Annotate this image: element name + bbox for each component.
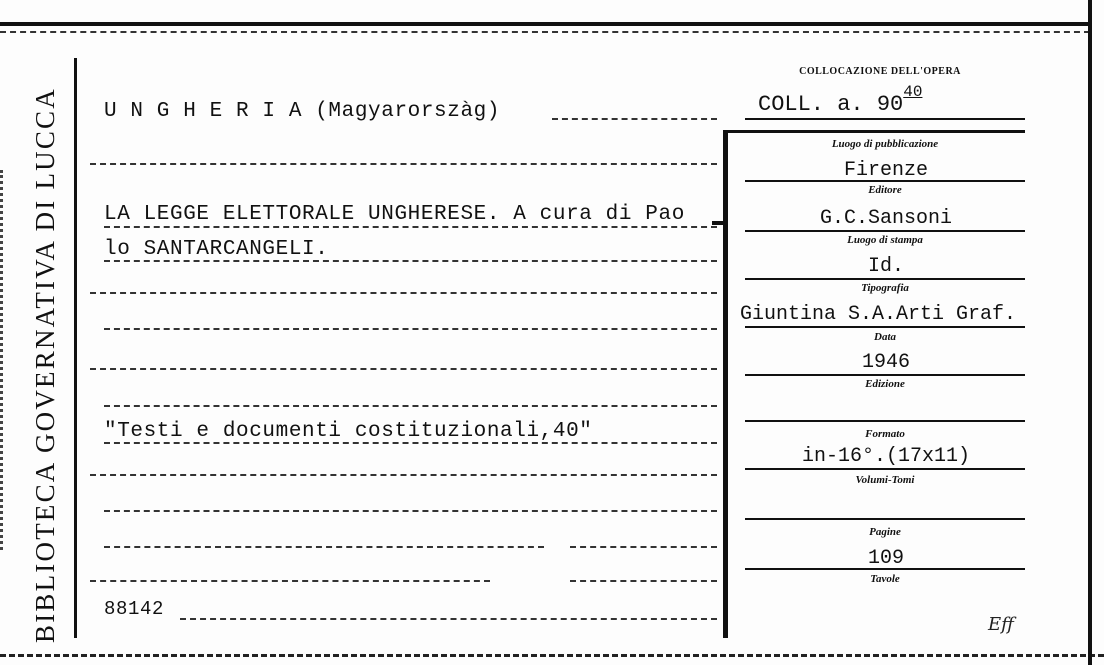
editore-value: G.C.Sansoni <box>819 207 953 230</box>
field-rule <box>745 326 1025 328</box>
blank-rule <box>104 546 544 548</box>
field-rule <box>745 568 1025 570</box>
subject-heading: U N G H E R I A (Magyarorszàg) <box>104 100 501 123</box>
collocation-shelfmark: COLL. a. 90 <box>758 92 904 117</box>
column-tick-mark <box>712 221 728 225</box>
blank-rule <box>104 328 717 330</box>
blank-rule <box>90 580 490 582</box>
card-top-border <box>0 22 1092 26</box>
right-column-top-rule <box>723 130 1025 133</box>
collocation-superscript: 40 <box>903 83 923 101</box>
luogo-stampa-value: Id. <box>867 255 904 278</box>
field-rule <box>745 230 1025 232</box>
data-label: Data <box>874 331 896 343</box>
collocation-value <box>758 83 923 117</box>
heading-rule <box>552 118 717 120</box>
field-rule <box>745 420 1025 422</box>
pagine-label: Pagine <box>869 526 901 538</box>
card-top-dashed-border <box>0 31 1090 33</box>
luogo-pubblicazione-value: Firenze <box>843 159 928 182</box>
editore-label: Editore <box>868 184 902 196</box>
pagine-value: 109 <box>867 547 904 570</box>
tipografia-value: Giuntina S.A.Arti Graf. <box>740 303 1017 326</box>
inventory-number: 88142 <box>104 598 165 620</box>
formato-value: in-16°.(17x11) <box>801 445 971 468</box>
margin-rule <box>74 58 77 638</box>
collocation-header: COLLOCAZIONE DELL'OPERA <box>799 66 961 77</box>
library-name: BIBLIOTECA GOVERNATIVA DI LUCCA <box>30 87 60 643</box>
blank-rule <box>104 510 717 512</box>
title-line-2: lo SANTARCANGELI. <box>104 238 329 261</box>
tavole-label: Tavole <box>870 573 900 585</box>
field-rule <box>745 180 1025 182</box>
cataloger-initials: Eff <box>988 614 1014 635</box>
blank-rule <box>570 580 717 582</box>
volumi-label: Volumi-Tomi <box>855 474 915 486</box>
collocation-rule <box>745 118 1025 120</box>
formato-label: Formato <box>865 428 905 440</box>
blank-rule <box>570 546 717 548</box>
blank-rule <box>90 368 717 370</box>
field-rule <box>745 468 1025 470</box>
right-column-border <box>723 130 728 638</box>
inventory-rule <box>180 618 717 620</box>
title-rule-2 <box>104 260 717 262</box>
field-rule <box>745 518 1025 520</box>
title-rule-1 <box>104 226 717 228</box>
luogo-pubblicazione-label: Luogo di pubblicazione <box>831 138 939 150</box>
card-left-edge <box>0 170 3 550</box>
card-right-border <box>1088 0 1092 665</box>
series-statement: "Testi e documenti costituzionali,40" <box>104 420 593 443</box>
card-bottom-border <box>0 654 1104 657</box>
series-rule <box>104 442 717 444</box>
title-line-1: LA LEGGE ELETTORALE UNGHERESE. A cura di Pao <box>104 203 685 226</box>
luogo-stampa-label: Luogo di stampa <box>847 234 923 246</box>
blank-rule <box>104 405 717 407</box>
blank-rule <box>90 474 717 476</box>
data-value: 1946 <box>861 351 910 374</box>
tipografia-label: Tipografia <box>861 282 909 294</box>
field-rule <box>745 374 1025 376</box>
blank-rule <box>90 163 717 165</box>
edizione-label: Edizione <box>865 378 905 390</box>
blank-rule <box>90 292 717 294</box>
field-rule <box>745 278 1025 280</box>
